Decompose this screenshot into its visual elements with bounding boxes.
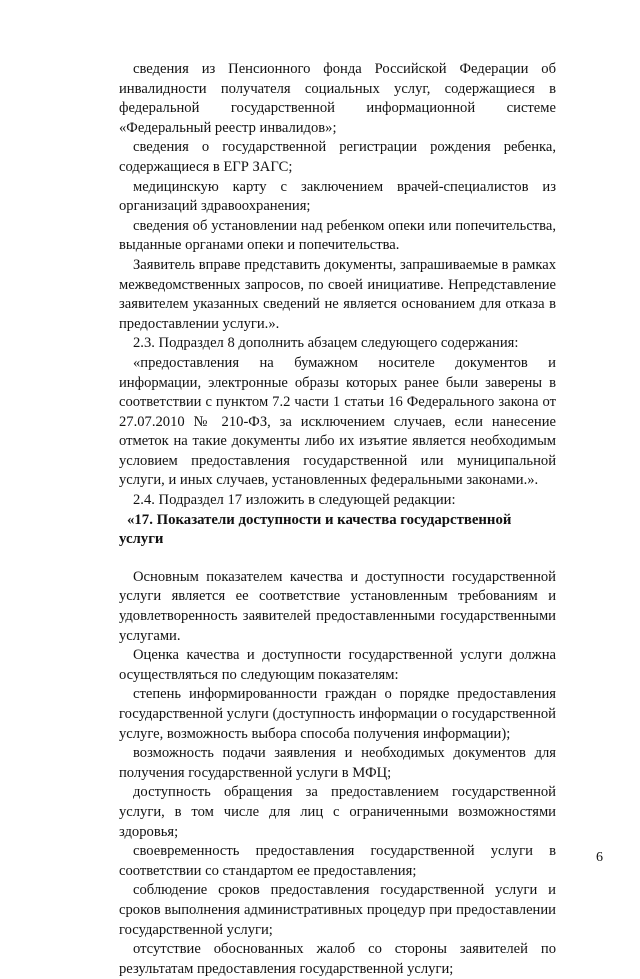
list-item-deadlines: соблюдение сроков предоставления государственной услуги и сроков выполнения административных процедур при предоставлении государственной услуги; — [119, 882, 556, 938]
list-item-informedness: степень информированности граждан о порядке предоставления государственной услуги (доступность информации о государственной услуге, возможность выбора способа получения информации); — [119, 686, 556, 742]
page-number: 6 — [596, 850, 603, 865]
paragraph-2-4: 2.4. Подраздел 17 изложить в следующей редакции: — [133, 492, 456, 509]
section-gap — [119, 550, 556, 568]
paragraph-main-indicator: Основным показателем качества и доступности государственной услуги является ее соответствие установленным требованиям и удовлетворенность заявителей предоставленными государственными услугами. — [119, 568, 556, 644]
paragraph-guardianship: сведения об установлении над ребенком опеки или попечительства, выданные органами опеки и попечительства. — [119, 217, 556, 254]
section-heading-17: «17. Показатели доступности и качества государственной услуги — [119, 511, 512, 548]
paragraph-paper-documents: «предоставления на бумажном носителе документов и информации, электронные образы которых ранее были заверены в соответствии с пунктом 7.2 части 1 статьи 16 Федерального закона от 27.07.2010 № 210-ФЗ, за исключением случаев, если нанесение отметок на такие документы либо их изъятие является необходимым условием предоставления государственной или муниципальной услуги, и иных случаев, установленных федеральными законами.». — [119, 354, 556, 489]
list-item-timeliness: своевременность предоставления государственной услуги в соответствии со стандартом ее предоставления; — [119, 843, 556, 879]
list-item-complaints: отсутствие обоснованных жалоб со стороны заявителей по результатам предоставления государственной услуги; — [119, 941, 556, 977]
document-body — [119, 60, 556, 979]
paragraph-2-3: 2.3. Подраздел 8 дополнить абзацем следующего содержания: — [133, 335, 519, 352]
paragraph-medical-card: медицинскую карту с заключением врачей-специалистов из организаций здравоохранения; — [119, 178, 556, 215]
paragraph-assessment: Оценка качества и доступности государственной услуги должна осуществляться по следующим показателям: — [119, 647, 556, 683]
paragraph-applicant-right: Заявитель вправе представить документы, запрашиваемые в рамках межведомственных запросов, по своей инициативе. Непредставление заявителем указанных сведений не является основанием для отказа в предоставлении услуги.». — [119, 256, 556, 332]
list-item-accessibility: доступность обращения за предоставлением государственной услуги, в том числе для лиц с ограниченными возможностями здоровья; — [119, 784, 556, 840]
list-item-mfc: возможность подачи заявления и необходимых документов для получения государственной услуги в МФЦ; — [119, 745, 556, 781]
paragraph-birth-registration: сведения о государственной регистрации рождения ребенка, содержащиеся в ЕГР ЗАГС; — [119, 139, 556, 175]
paragraph-pension-fund: сведения из Пенсионного фонда Российской Федерации об инвалидности получателя социальных услуг, содержащиеся в федеральной государственной информационной системе «Федеральный реестр инвалидов»; — [119, 61, 556, 136]
